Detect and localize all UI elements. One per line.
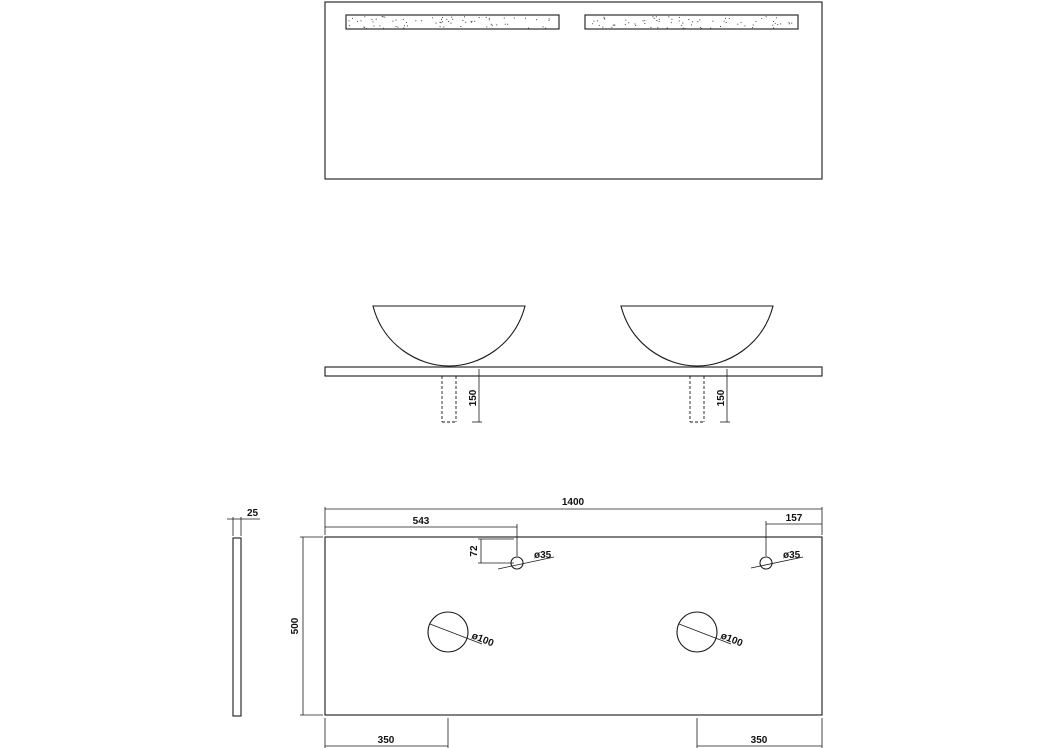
stone-speck xyxy=(741,22,742,23)
dim-label-tap-offset-left: 543 xyxy=(412,516,430,527)
stone-speck xyxy=(440,22,441,23)
dim-label-tap-setback: 72 xyxy=(469,545,480,557)
dim-label-tap-hole-left: ø35 xyxy=(534,550,552,561)
dim-overall-width xyxy=(325,497,822,535)
stone-speck xyxy=(536,19,537,20)
stone-speck xyxy=(643,20,644,21)
stone-speck xyxy=(597,20,598,21)
stone-speck xyxy=(635,25,636,26)
stone-speck xyxy=(752,27,753,28)
stone-speck xyxy=(373,26,374,27)
stone-speck xyxy=(681,25,682,26)
stone-speck xyxy=(462,20,463,21)
side-view xyxy=(227,508,260,716)
stone-speck xyxy=(725,18,726,19)
stone-speck xyxy=(442,17,443,18)
stone-speck xyxy=(701,28,702,29)
stone-texture xyxy=(349,16,793,29)
basin-right xyxy=(621,306,773,366)
stone-speck xyxy=(451,23,452,24)
stone-speck xyxy=(465,22,466,23)
stone-speck xyxy=(656,20,657,21)
stone-speck xyxy=(545,28,546,29)
stone-speck xyxy=(403,19,404,20)
stone-speck xyxy=(415,20,416,21)
stone-speck xyxy=(464,16,465,17)
stone-speck xyxy=(383,16,384,17)
stone-speck xyxy=(489,19,490,20)
stone-speck xyxy=(406,22,407,23)
stone-speck xyxy=(712,21,713,22)
stone-speck xyxy=(726,22,727,23)
stone-speck xyxy=(397,27,398,28)
stone-speck xyxy=(446,19,447,20)
dim-label-depth: 500 xyxy=(290,617,301,635)
stone-speck xyxy=(492,25,493,26)
stone-speck xyxy=(654,18,655,19)
stone-speck xyxy=(789,23,790,24)
stone-speck xyxy=(668,16,669,17)
stone-speck xyxy=(671,22,672,23)
stone-speck xyxy=(403,28,404,29)
stone-speck xyxy=(625,20,626,21)
stone-speck xyxy=(604,17,605,18)
tap-hole-right xyxy=(760,557,772,569)
stone-speck xyxy=(667,27,668,28)
stone-speck xyxy=(766,16,767,17)
stone-speck xyxy=(697,21,698,22)
front-view xyxy=(325,306,822,422)
waste-hole-left xyxy=(428,612,468,652)
stone-speck xyxy=(443,27,444,28)
stone-speck xyxy=(659,21,660,22)
dim-label-waste-offset-right: 350 xyxy=(750,735,768,746)
dim-label-tap-hole-right: ø35 xyxy=(783,550,801,561)
stone-speck xyxy=(407,25,408,26)
stone-speck xyxy=(772,25,773,26)
stone-speck xyxy=(383,28,384,29)
stone-speck xyxy=(441,19,442,20)
dim-label-drain-left: 150 xyxy=(468,389,479,407)
dim-label-waste-hole-left: ø100 xyxy=(469,630,496,650)
stone-speck xyxy=(440,26,441,27)
stone-speck xyxy=(382,16,383,17)
stone-speck xyxy=(452,19,453,20)
stone-speck xyxy=(628,22,629,23)
stone-speck xyxy=(737,24,738,25)
stone-speck xyxy=(392,21,393,22)
stone-speck xyxy=(685,28,686,29)
stone-speck xyxy=(474,21,475,22)
stone-speck xyxy=(692,21,693,22)
stone-speck xyxy=(371,19,372,20)
stone-speck xyxy=(364,16,365,17)
dim-drain-height-right xyxy=(716,369,730,422)
stone-speck xyxy=(514,18,515,19)
stone-speck xyxy=(479,17,480,18)
dim-depth xyxy=(290,537,323,715)
stone-speck xyxy=(441,22,442,23)
stone-speck xyxy=(699,19,700,20)
stone-speck xyxy=(442,21,443,22)
stone-speck xyxy=(635,24,636,25)
dim-label-overall-width: 1400 xyxy=(561,497,585,508)
stone-speck xyxy=(644,20,645,21)
stone-speck xyxy=(720,26,721,27)
stone-speck xyxy=(657,27,658,28)
stone-speck xyxy=(349,20,350,21)
stone-speck xyxy=(761,18,762,19)
stone-speck xyxy=(700,27,701,28)
stone-speck xyxy=(679,21,680,22)
stone-speck xyxy=(604,19,605,20)
waste-hole-right xyxy=(677,612,717,652)
stone-speck xyxy=(349,25,350,26)
countertop-front xyxy=(325,367,822,376)
stone-speck xyxy=(404,25,405,26)
stone-speck xyxy=(611,27,612,28)
stone-speck xyxy=(755,21,756,22)
stone-speck xyxy=(602,27,603,28)
stone-speck xyxy=(776,17,777,18)
stone-speck xyxy=(364,27,365,28)
stone-speck xyxy=(688,19,689,20)
stone-speck xyxy=(357,21,358,22)
stone-speck xyxy=(436,23,437,24)
stone-speck xyxy=(599,25,600,26)
stone-speck xyxy=(656,16,657,17)
stone-speck xyxy=(710,28,711,29)
drain-left xyxy=(442,376,456,422)
stone-speck xyxy=(682,23,683,24)
stone-speck xyxy=(396,20,397,21)
stone-speck xyxy=(724,21,725,22)
stone-speck xyxy=(486,17,487,18)
stone-speck xyxy=(791,23,792,24)
top-view-strip-left xyxy=(346,15,559,29)
dim-tap-offset-left xyxy=(325,516,517,556)
stone-speck xyxy=(549,20,550,21)
dim-waste-offset-left xyxy=(325,718,448,748)
dim-waste-offset-right xyxy=(697,718,822,748)
dim-label-waste-offset-left: 350 xyxy=(377,735,395,746)
plan-view-outline xyxy=(325,537,822,715)
stone-speck xyxy=(448,21,449,22)
stone-speck xyxy=(366,28,367,29)
stone-speck xyxy=(525,18,526,19)
stone-speck xyxy=(775,23,776,24)
stone-speck xyxy=(486,26,487,27)
dim-label-thickness: 25 xyxy=(247,508,259,519)
plan-view xyxy=(290,497,822,748)
stone-speck xyxy=(592,23,593,24)
stone-speck xyxy=(780,23,781,24)
stone-speck xyxy=(504,18,505,19)
stone-speck xyxy=(421,20,422,21)
stone-speck xyxy=(543,26,544,27)
drain-right xyxy=(690,376,704,422)
stone-speck xyxy=(373,21,374,22)
stone-speck xyxy=(691,24,692,25)
stone-speck xyxy=(683,28,684,29)
stone-speck xyxy=(789,22,790,23)
dim-label-drain-right: 150 xyxy=(716,389,727,407)
stone-speck xyxy=(777,24,778,25)
stone-speck xyxy=(744,25,745,26)
stone-speck xyxy=(614,25,615,26)
stone-speck xyxy=(507,24,508,25)
stone-speck xyxy=(505,24,506,25)
stone-speck xyxy=(659,19,660,20)
top-view xyxy=(325,2,822,179)
stone-speck xyxy=(773,21,774,22)
stone-speck xyxy=(729,18,730,19)
stone-speck xyxy=(451,17,452,18)
stone-speck xyxy=(593,21,594,22)
stone-speck xyxy=(671,19,672,20)
basin-left xyxy=(373,306,525,366)
stone-speck xyxy=(396,26,397,27)
stone-speck xyxy=(489,18,490,19)
stone-speck xyxy=(376,19,377,20)
stone-speck xyxy=(460,26,461,27)
stone-speck xyxy=(753,25,754,26)
dim-drain-height-left xyxy=(468,369,482,422)
stone-speck xyxy=(361,20,362,21)
dim-label-tap-offset-right: 157 xyxy=(785,513,803,524)
stone-speck xyxy=(432,17,433,18)
stone-speck xyxy=(549,18,550,19)
stone-speck xyxy=(352,18,353,19)
stone-speck xyxy=(471,22,472,23)
dim-label-waste-hole-right: ø100 xyxy=(718,630,745,650)
stone-speck xyxy=(652,16,653,17)
dim-tap-setback xyxy=(469,539,514,563)
side-view-outline xyxy=(233,538,241,716)
stone-speck xyxy=(613,25,614,26)
stone-speck xyxy=(644,23,645,24)
stone-speck xyxy=(379,25,380,26)
stone-speck xyxy=(679,17,680,18)
stone-speck xyxy=(496,24,497,25)
stone-speck xyxy=(384,17,385,18)
stone-speck xyxy=(491,24,492,25)
stone-speck xyxy=(625,24,626,25)
stone-speck xyxy=(773,27,774,28)
stone-speck xyxy=(650,27,651,28)
stone-speck xyxy=(528,28,529,29)
